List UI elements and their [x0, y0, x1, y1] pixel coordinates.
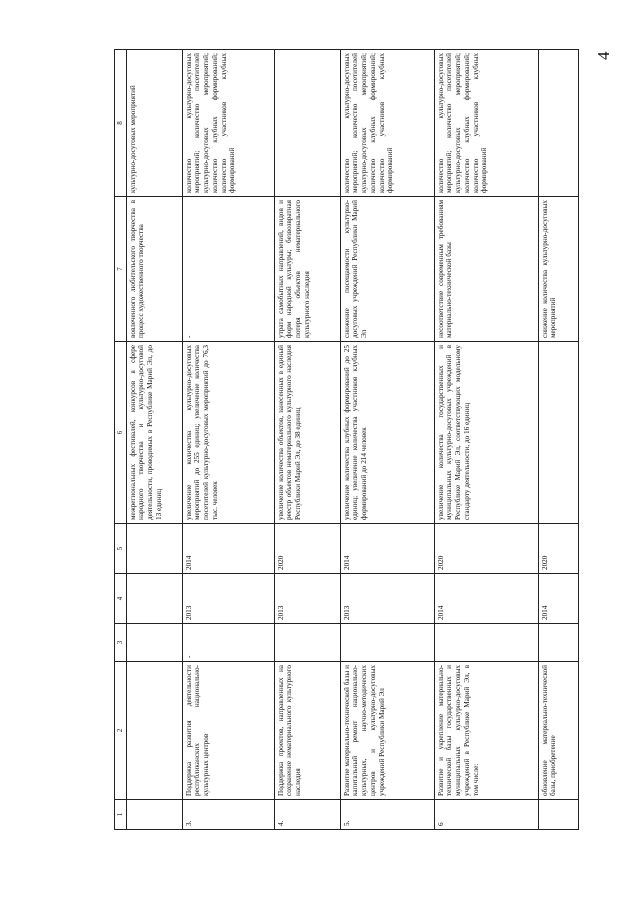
row-number: 4. [274, 800, 340, 830]
executor [274, 624, 340, 662]
non-implementation-consequences: вовлеченного любительского творчества в процесс художественного творчества [126, 197, 182, 342]
start-year: 2014 [538, 574, 578, 624]
event-name: Развитие материально-технической базы и капитальный ремонт национально-культурных, научно-методических центров и культурно-досуговых учреждений Республики Марий Эл [340, 662, 434, 800]
column-number-6: 6 [115, 342, 127, 524]
table-row [340, 50, 434, 830]
program-table [114, 49, 579, 830]
related-indicators [538, 50, 578, 197]
event-name [126, 662, 182, 800]
executor: - [182, 624, 274, 662]
column-number-5: 5 [115, 524, 127, 574]
event-name: обновление материально-технической базы, приобретение [538, 662, 578, 800]
table-row [434, 50, 538, 830]
row-number [538, 800, 578, 830]
start-year: 2013 [182, 574, 274, 624]
page-number: 4 [594, 51, 613, 60]
executor [126, 624, 182, 662]
non-implementation-consequences: снижение посещаемости культурно-досуговых учреждений Республики Марий Эл [340, 197, 434, 342]
non-implementation-consequences: утрата самобытных направлений, видов и форм народной культуры; безвозвратная потеря объектов нематериального культурного наследия [274, 197, 340, 342]
row-number: 6 [434, 800, 538, 830]
end-year: 2020 [538, 524, 578, 574]
end-year: 2014 [182, 524, 274, 574]
column-number-4: 4 [115, 574, 127, 624]
row-number: 3. [182, 800, 274, 830]
rotated-table-container [114, 50, 640, 830]
column-number-2: 2 [115, 662, 127, 800]
related-indicators: количество культурно-досуговых мероприятий; количество посетителей культурно-досуговых мероприятий; количество клубных формирований; количество участников клубных формирований [182, 50, 274, 197]
executor [340, 624, 434, 662]
non-implementation-consequences: снижение количества культурно-досуговых мероприятий [538, 197, 578, 342]
column-number-1: 1 [115, 800, 127, 830]
executor [434, 624, 538, 662]
table-header-row [115, 50, 127, 830]
column-number-7: 7 [115, 197, 127, 342]
start-year: 2014 [434, 574, 538, 624]
expected-result: увеличение количества объектов, занесенных в единый реестр объектов нематериального культурного наследия Республики Марий Эл, до 38 единиц [274, 342, 340, 524]
table-row [538, 50, 578, 830]
event-name: Развитие и укрепление материально-технической базы государственных и муниципальных культурно-досуговых учреждений в Республике Марий Эл, в том числе: [434, 662, 538, 800]
end-year: 2014 [340, 524, 434, 574]
column-number-3: 3 [115, 624, 127, 662]
column-number-8: 8 [115, 50, 127, 197]
event-name: Поддержка проектов, направленных на сохранение нематериального культурного наследия [274, 662, 340, 800]
related-indicators [274, 50, 340, 197]
related-indicators: количество культурно-досуговых мероприятий; количество посетителей культурно-досуговых мероприятий; количество клубных формирований; количество участников клубных формирований [340, 50, 434, 197]
related-indicators: культурно-досуговых мероприятий [126, 50, 182, 197]
start-year [126, 574, 182, 624]
expected-result [538, 342, 578, 524]
start-year: 2013 [274, 574, 340, 624]
related-indicators: количество культурно-досуговых мероприятий; количество посетителей культурно-досуговых мероприятий; количество клубных формирований; количество участников клубных формирований [434, 50, 538, 197]
end-year: 2020 [274, 524, 340, 574]
end-year [126, 524, 182, 574]
non-implementation-consequences: - [182, 197, 274, 342]
event-name: Поддержка развития деятельности республиканских национально-культурных центров [182, 662, 274, 800]
executor [538, 624, 578, 662]
expected-result: увеличение количества клубных формирований до 25 единиц; увеличение количества участников клубных формирований до 214 человек [340, 342, 434, 524]
row-number: 5. [340, 800, 434, 830]
expected-result: увеличение количества культурно-досуговых мероприятий до 255 единиц; увеличение количества посетителей культурно-досуговых мероприятий до 76,3 тыс. человек [182, 342, 274, 524]
expected-result: увеличение количества государственных и муниципальных культурно-досуговых учреждений в Республике Марий Эл, соответствующих модельному стандарту деятельности, до 16 единиц [434, 342, 538, 524]
row-number [126, 800, 182, 830]
end-year: 2020 [434, 524, 538, 574]
table-row [182, 50, 274, 830]
start-year: 2013 [340, 574, 434, 624]
table-row [126, 50, 182, 830]
non-implementation-consequences: несоответствие современным требованиям материально-технической базы [434, 197, 538, 342]
table-row [274, 50, 340, 830]
expected-result: межрегиональных фестивалей, конкурсов в сфере народного творчества и культурно-досуговой деятельности, проводимых в Республике Марий Эл, до 13 единиц [126, 342, 182, 524]
